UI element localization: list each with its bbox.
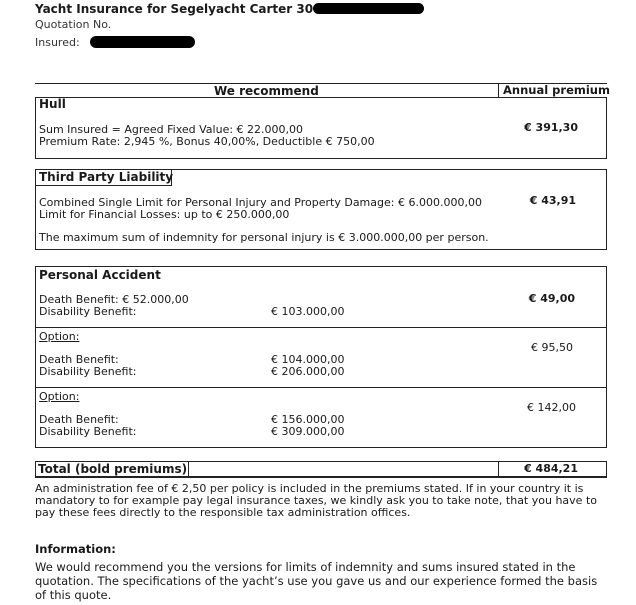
liability-title: Third Party Liability xyxy=(39,170,174,184)
total-label: Total (bold premiums) xyxy=(38,462,188,476)
insured-label: Insured: xyxy=(35,36,80,49)
option1-label: Option: xyxy=(39,330,80,343)
accident-divider-1 xyxy=(35,327,607,328)
we-recommend-heading: We recommend xyxy=(214,84,319,98)
accident-disability-value: € 103.000,00 xyxy=(271,305,345,318)
option1-disability-label: Disability Benefit: xyxy=(39,365,137,378)
option2-disability-value: € 309.000,00 xyxy=(271,425,345,438)
redacted-boat-name xyxy=(313,3,424,14)
total-right-rule xyxy=(606,461,607,477)
liability-financial-limit: Limit for Financial Losses: up to € 250.000,00 xyxy=(39,208,290,221)
redacted-insured-name xyxy=(90,36,195,48)
total-bottom-rule xyxy=(35,476,607,478)
option2-disability-label: Disability Benefit: xyxy=(39,425,137,438)
information-text: We would recommend you the versions for limits of indemnity and sums insured stated in the quotation. The specifications of the yacht’s use you gave us and our experience formed the basis of this quote. xyxy=(35,560,598,602)
total-left-rule xyxy=(35,461,36,477)
quotation-label: Quotation No. xyxy=(35,18,112,31)
option2-premium: € 142,00 xyxy=(527,401,576,414)
total-label-divider xyxy=(188,461,189,477)
hull-title: Hull xyxy=(39,97,66,111)
accident-title: Personal Accident xyxy=(39,268,161,282)
option1-disability-value: € 206.000,00 xyxy=(271,365,345,378)
option1-premium: € 95,50 xyxy=(531,341,573,354)
option1-death-value: € 104.000,00 xyxy=(271,353,345,366)
option1-death-label: Death Benefit: xyxy=(39,353,119,366)
hull-sum-insured: Sum Insured = Agreed Fixed Value: € 22.000,00 xyxy=(39,123,304,136)
liability-combined-limit: Combined Single Limit for Personal Injury and Property Damage: € 6.000.000,00 xyxy=(39,196,482,209)
administration-fee-note: An administration fee of € 2,50 per policy is included in the premiums stated. If in your country it is mandatory to for example pay legal insurance taxes, we kindly ask you to take note, that you have to pay these fees directly to the responsible tax administration offices. xyxy=(35,482,597,519)
annual-premium-heading: Annual premium xyxy=(503,83,610,97)
information-heading: Information: xyxy=(35,542,116,556)
liability-title-underline xyxy=(35,185,172,186)
hull-premium: € 391,30 xyxy=(524,121,578,134)
hull-premium-rate: Premium Rate: 2,945 %, Bonus 40,00%, Deductible € 750,00 xyxy=(39,135,375,148)
total-value: € 484,21 xyxy=(524,462,578,475)
accident-divider-2 xyxy=(35,387,607,388)
accident-disability-label: Disability Benefit: xyxy=(39,305,137,318)
option2-death-label: Death Benefit: xyxy=(39,413,119,426)
liability-max-indemnity: The maximum sum of indemnity for personal injury is € 3.000.000,00 per person. xyxy=(39,231,489,244)
option2-death-value: € 156.000,00 xyxy=(271,413,345,426)
option2-label: Option: xyxy=(39,390,80,403)
table-header-divider xyxy=(498,83,499,97)
accident-death-benefit: Death Benefit: € 52.000,00 xyxy=(39,293,189,306)
document-title: Yacht Insurance for Segelyacht Carter 30 xyxy=(35,2,314,16)
liability-premium: € 43,91 xyxy=(529,194,576,207)
accident-premium: € 49,00 xyxy=(528,292,575,305)
